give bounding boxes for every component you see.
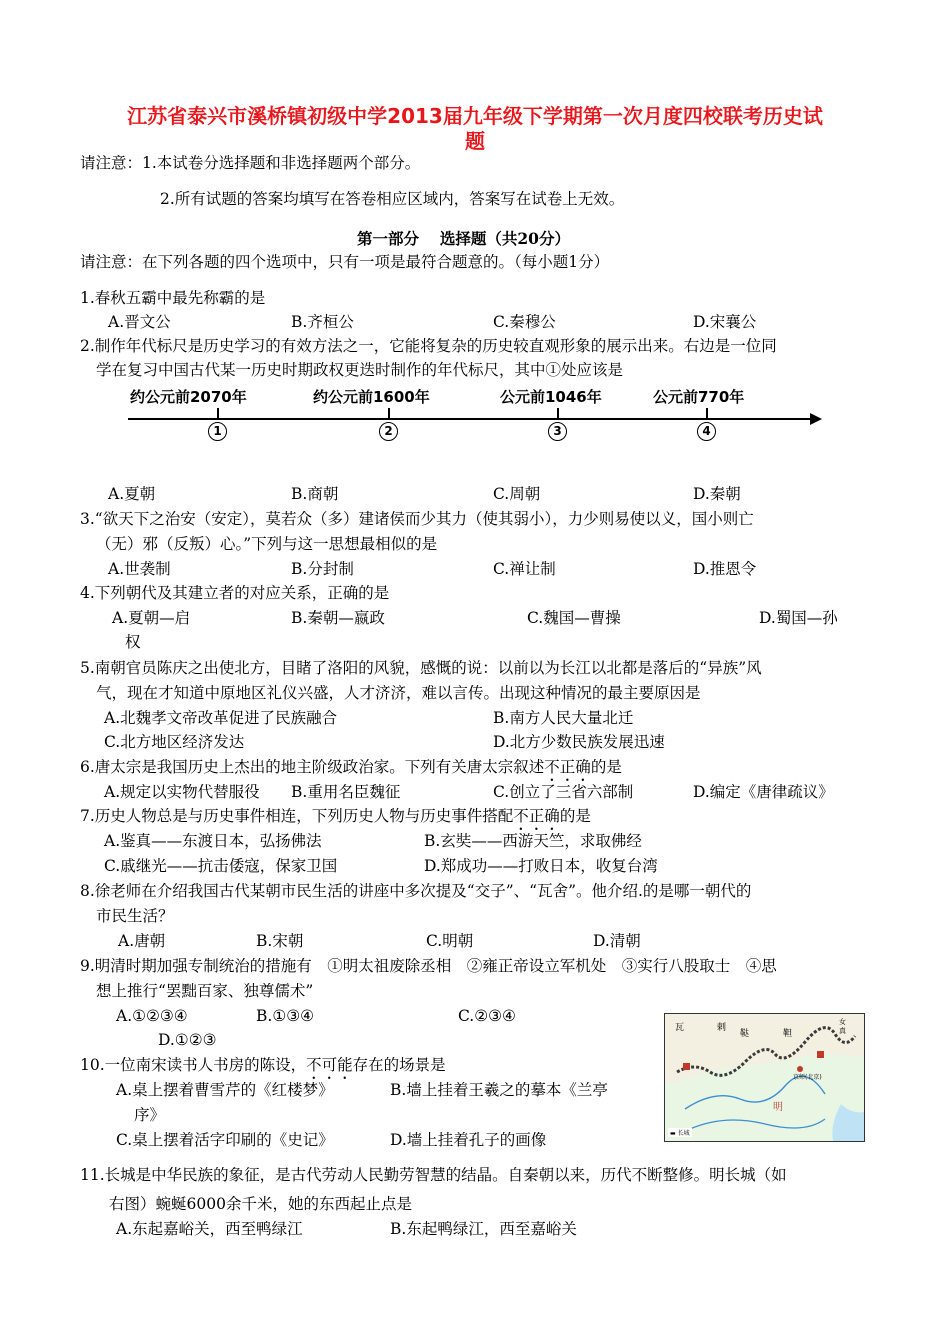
q4-option-d: D.蜀国—孙: [759, 609, 838, 627]
q1-option-b: B.齐桓公: [291, 313, 354, 331]
q10-stem-post: 存在的场景是: [352, 1056, 446, 1074]
q10-option-b-cont: 序》: [134, 1106, 166, 1124]
q7-stem-emphasis: 不正确: [513, 807, 560, 825]
timeline: [120, 380, 830, 450]
section-heading: 第一部分 选择题（共20分）: [357, 229, 570, 248]
q7-option-a: A.鉴真——东渡日本，弘扬佛法: [104, 832, 322, 850]
map-legend: [668, 1128, 692, 1137]
q5-option-a: A.北魏孝文帝改革促进了民族融合: [104, 709, 338, 727]
q6-stem-emphasis: 不正确: [544, 758, 591, 776]
q7-option-c: C.戚继光——抗击倭寇，保家卫国: [104, 857, 338, 875]
q10-stem-emphasis: 不可能: [306, 1056, 353, 1074]
q1-option-a: A.晋文公: [108, 313, 171, 331]
ming-great-wall-map: [664, 1013, 865, 1142]
q8-option-d: D.清朝: [593, 932, 641, 950]
q1-stem: 1.春秋五霸中最先称霸的是: [80, 289, 266, 307]
timeline-tick-1: [217, 408, 219, 418]
timeline-axis: [128, 418, 813, 420]
timeline-mark-1: 1: [208, 422, 227, 441]
q9-stem-line2: 想上推行“罢黜百家、独尊儒术”: [96, 982, 314, 1000]
map-graphic: [665, 1014, 864, 1141]
timeline-mark-4: 4: [697, 422, 716, 441]
q2-option-c: C.周朝: [493, 485, 541, 503]
timeline-label-3: 公元前1046年: [500, 388, 602, 406]
q7-stem-pre: 7.历史人物总是与历史事件相连，下列历史人物与历史事件搭配: [80, 807, 514, 825]
q2-option-a: A.夏朝: [108, 485, 156, 503]
timeline-label-4: 公元前770年: [653, 388, 745, 406]
q3-option-d: D.推恩令: [693, 560, 757, 578]
q8-stem-line1: 8.徐老师在介绍我国古代某朝市民生活的讲座中多次提及“交子”、“瓦舍”。他介绍.的是哪一朝代的: [80, 882, 752, 900]
map-label-nvzhen: 女真: [839, 1018, 846, 1035]
q10-option-a: A.桌上摆着曹雪芹的《红楼梦》: [116, 1081, 334, 1099]
q5-stem-line2: 气，现在才知道中原地区礼仪兴盛，人才济济，难以言传。出现这种情况的最主要原因是: [96, 684, 701, 702]
q11-stem-line2: 右图）蜿蜒6000余千米，她的东西起止点是: [109, 1195, 412, 1213]
q9-option-d: D.①②③: [158, 1031, 217, 1049]
q11-stem-line1: 11.长城是中华民族的象征，是古代劳动人民勤劳智慧的结晶。自秦朝以来，历代不断整修。明长城（如: [80, 1166, 787, 1184]
q6-option-b: B.重用名臣魏征: [291, 783, 401, 801]
q9-option-a: A.①②③④: [116, 1007, 188, 1025]
q2-option-d: D.秦朝: [693, 485, 741, 503]
timeline-arrow: [810, 413, 822, 425]
exam-title: 江苏省泰兴市溪桥镇初级中学2013届九年级下学期第一次月度四校联考历史试: [127, 104, 823, 128]
q1-option-c: C.秦穆公: [493, 313, 556, 331]
timeline-tick-2: [388, 408, 390, 418]
q10-option-b: B.墙上挂着王羲之的摹本《兰亭: [390, 1081, 608, 1099]
timeline-label-2: 约公元前1600年: [313, 388, 430, 406]
q8-option-b: B.宋朝: [256, 932, 304, 950]
notice-item-2: 2.所有试题的答案均填写在答卷相应区域内，答案写在试卷上无效。: [160, 190, 625, 208]
map-label-dan: 靼: [783, 1029, 793, 1039]
q5-option-b: B.南方人民大量北迁: [493, 709, 634, 727]
q9-stem-line1: 9.明清时期加强专制统治的措施有 ①明太祖废除丞相 ②雍正帝设立军机处 ③实行八股取士 ④思: [80, 957, 777, 975]
q2-stem-line1: 2.制作年代标尺是历史学习的有效方法之一，它能将复杂的历史较直观形象的展示出来。右边是一位同: [80, 337, 777, 355]
map-legend-label: 长城: [677, 1130, 690, 1137]
q6-option-d: D.编定《唐律疏议》: [693, 783, 834, 801]
q6-option-a: A.规定以实物代替服役: [104, 783, 260, 801]
q4-option-b: B.秦朝—嬴政: [291, 609, 385, 627]
q5-option-c: C.北方地区经济发达: [104, 733, 245, 751]
q5-stem-line1: 5.南朝官员陈庆之出使北方，目睹了洛阳的风貌，感慨的说：以前以为长江以北都是落后的“异族”风: [80, 659, 762, 677]
q10-option-c: C.桌上摆着活字印刷的《史记》: [116, 1131, 334, 1149]
q7-option-b: B.玄奘——西游天竺，求取佛经: [424, 832, 642, 850]
q10-option-d: D.墙上挂着孔子的画像: [390, 1131, 547, 1149]
map-marker-east: [817, 1051, 824, 1058]
q4-option-c: C.魏国—曹操: [527, 609, 621, 627]
q3-stem-line2: （无）邪（反叛）心。”下列与这一思想最相似的是: [96, 535, 438, 553]
q8-option-a: A.唐朝: [118, 932, 166, 950]
section-instruction: 请注意：在下列各题的四个选项中，只有一项是最符合题意的。（每小题1分）: [80, 253, 610, 271]
q6-stem-pre: 6.唐太宗是我国历史上杰出的地主阶级政治家。下列有关唐太宗叙述: [80, 758, 545, 776]
exam-title-cont: 题: [465, 129, 485, 153]
map-label-la: 剌: [717, 1023, 727, 1033]
q3-stem-line1: 3.“欲天下之治安（安定），莫若众（多）建诸侯而少其力（使其弱小），力少则易使以义，国小则亡: [80, 510, 754, 528]
timeline-tick-3: [557, 408, 559, 418]
timeline-mark-3: 3: [548, 422, 567, 441]
notice-item-1: 请注意：1.本试卷分选择题和非选择题两个部分。: [80, 154, 421, 172]
timeline-tick-4: [706, 408, 708, 418]
q6-stem-post: 的是: [590, 758, 622, 776]
q8-option-c: C.明朝: [426, 932, 474, 950]
q7-stem-post: 的是: [559, 807, 591, 825]
q4-option-a: A.夏朝—启: [112, 609, 191, 627]
q2-option-b: B.商朝: [291, 485, 339, 503]
q3-option-c: C.禅让制: [493, 560, 556, 578]
map-label-wa: 瓦: [675, 1023, 685, 1033]
q8-stem-line2: 市民生活？: [96, 907, 174, 925]
q10-stem-pre: 10.一位南宋读书人书房的陈设，: [80, 1056, 307, 1074]
timeline-label-1: 约公元前2070年: [130, 388, 247, 406]
q4-stem: 4.下列朝代及其建立者的对应关系，正确的是: [80, 584, 390, 602]
q3-option-b: B.分封制: [291, 560, 354, 578]
q7-option-d: D.郑成功——打败日本，收复台湾: [424, 857, 658, 875]
q1-option-d: D.宋襄公: [693, 313, 757, 331]
q9-option-c: C.②③④: [458, 1007, 516, 1025]
q5-option-d: D.北方少数民族发展迅速: [493, 733, 665, 751]
q9-option-b: B.①③④: [256, 1007, 315, 1025]
map-legend-swatch: ▬: [670, 1130, 678, 1137]
q3-option-a: A.世袭制: [108, 560, 171, 578]
q11-option-a: A.东起嘉峪关，西至鸭绿江: [116, 1220, 303, 1238]
timeline-mark-2: 2: [379, 422, 398, 441]
q4-option-d-cont: 权: [125, 633, 141, 651]
q2-stem-line2: 学在复习中国古代某一历史时期政权更迭时制作的年代标尺，其中①处应该是: [96, 361, 624, 379]
map-marker-west: [683, 1063, 690, 1070]
map-label-ming: 明: [773, 1102, 783, 1113]
q6-option-c: C.创立了三省六部制: [493, 783, 634, 801]
q11-option-b: B.东起鸭绿江，西至嘉峪关: [390, 1220, 577, 1238]
map-label-da: 鞑: [740, 1029, 750, 1039]
map-label-beijing: 京师(北京): [793, 1074, 822, 1081]
